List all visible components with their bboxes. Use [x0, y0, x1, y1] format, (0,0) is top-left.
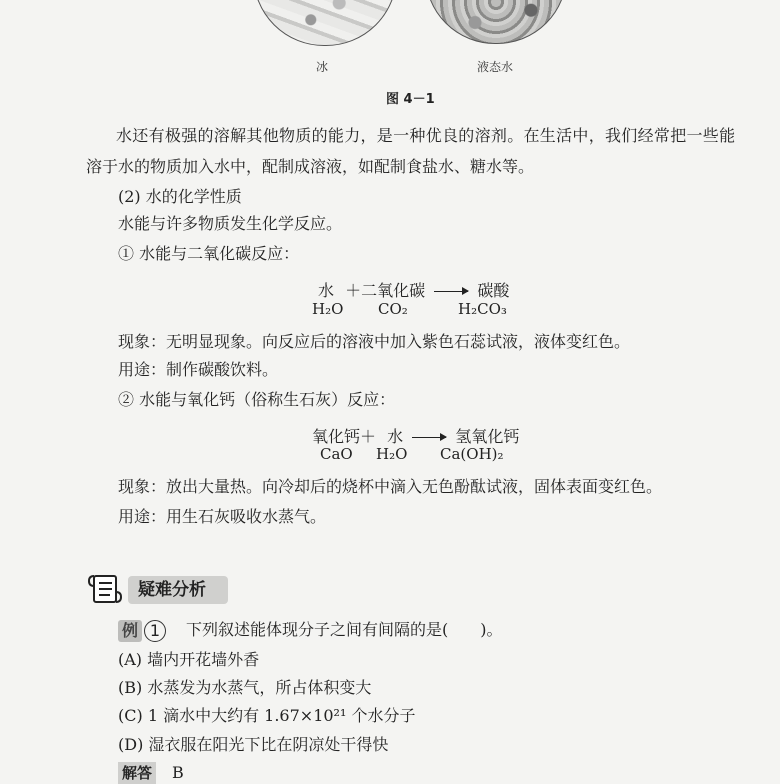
- reaction-arrow-icon: [434, 291, 468, 292]
- example-question: 下列叙述能体现分子之间有间隔的是( )。: [186, 620, 503, 639]
- reaction-2-use: 用途：用生石灰吸收水蒸气。: [118, 507, 327, 526]
- paragraph-line-1: 水还有极强的溶解其他物质的能力，是一种优良的溶剂。在生活中，我们经常把一些能: [116, 126, 736, 145]
- reaction-2-phenomenon: 现象：放出大量热。向冷却后的烧杯中滴入无色酚酞试液，固体表面变红色。: [118, 477, 663, 496]
- reaction-1-formula-1: H₂O: [312, 300, 344, 318]
- answer-value: B: [172, 763, 184, 782]
- reaction-2-product: 氢氧化钙: [455, 427, 520, 446]
- option-a: (A) 墙内开花墙外香: [118, 650, 260, 669]
- reaction-2-word-equation: [312, 424, 519, 447]
- figure-title: 图 4－1: [386, 92, 435, 107]
- ice-caption: 冰: [316, 60, 329, 74]
- reaction-2-formula-1: CaO: [320, 445, 353, 463]
- answer-label: 解答: [118, 762, 156, 784]
- chem-props-heading: (2) 水的化学性质: [118, 187, 242, 206]
- liquid-water-molecule-image: [425, 0, 567, 44]
- example-number: 1: [144, 620, 166, 642]
- reaction-1-formula-3: H₂CO₃: [458, 300, 507, 318]
- reaction-1-use: 用途：制作碳酸饮料。: [118, 360, 279, 379]
- reaction-2-title: ② 水能与氧化钙（俗称生石灰）反应：: [118, 390, 396, 409]
- reaction-2-formula-2: H₂O: [376, 445, 408, 463]
- reaction-1-word-equation: [318, 278, 509, 301]
- reaction-1-title: ① 水能与二氧化碳反应：: [118, 244, 300, 263]
- reaction-2-reactant-1: 氧化钙＋: [312, 427, 377, 446]
- reaction-2-formula-3: Ca(OH)₂: [440, 445, 504, 463]
- option-b: (B) 水蒸发为水蒸气，所占体积变大: [118, 678, 372, 697]
- option-c: (C) 1 滴水中大约有 1.67×10²¹ 个水分子: [118, 706, 416, 725]
- paragraph-line-2: 溶于水的物质加入水中，配制成溶液，如配制食盐水、糖水等。: [86, 157, 535, 176]
- option-d: (D) 湿衣服在阳光下比在阴凉处干得快: [118, 735, 389, 754]
- scroll-icon: [88, 570, 124, 608]
- chem-props-intro: 水能与许多物质发生化学反应。: [118, 214, 343, 233]
- example-badge: [118, 620, 166, 642]
- reaction-arrow-icon: [412, 437, 446, 438]
- example-tag: 例: [118, 620, 142, 642]
- ice-molecule-image: [253, 0, 397, 46]
- reaction-1-reactant-2: ＋二氧化碳: [345, 281, 426, 300]
- reaction-1-formula-2: CO₂: [378, 300, 408, 318]
- reaction-2-reactant-2: 水: [387, 427, 404, 446]
- reaction-1-phenomenon: 现象：无明显现象。向反应后的溶液中加入紫色石蕊试液，液体变红色。: [118, 332, 631, 351]
- section-title: 疑难分析: [128, 576, 228, 604]
- reaction-1-reactant-1: 水: [318, 281, 335, 300]
- liquid-water-caption: 液态水: [477, 60, 514, 74]
- reaction-1-product: 碳酸: [477, 281, 510, 300]
